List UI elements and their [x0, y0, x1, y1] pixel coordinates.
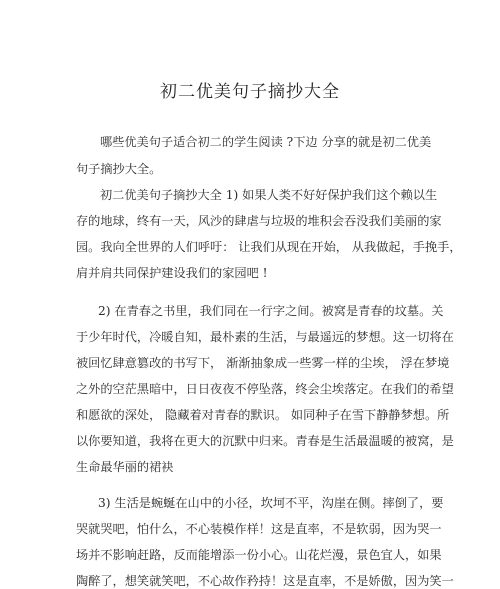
text-line: 3) 生活是蜿蜒在山中的小径，坎坷不平，沟崖在侧。摔倒了，要 [98, 496, 444, 510]
text-line: 被回忆肆意篡改的书写下， 渐渐抽象成一些雾一样的尘埃， 浮在梦境 [76, 356, 450, 370]
text-line: 存的地球，终有一天，风沙的肆虐与垃圾的堆积会吞没我们美丽的家 [76, 214, 442, 228]
text-line: 生命最华丽的裙袂 [76, 460, 174, 474]
text-line: 以你要知道，我将在更大的沉默中归来。青春是生活最温暖的被窝，是 [76, 434, 454, 448]
text-line: 陶醉了，想笑就笑吧，不心故作矜持！这是直率，不是娇傲，因为笑一 [76, 574, 454, 588]
text-line: 初二优美句子摘抄大全 1) 如果人类不好好保护我们这个赖以生 [100, 188, 438, 202]
text-line: 之外的空茫黑暗中，日日夜夜不停坠落，终会尘埃落定。在我们的希望 [76, 382, 454, 396]
text-line: 2) 在青春之书里，我们同在一行字之间。被窝是青春的坟墓。关 [98, 304, 444, 318]
document-title: 初二优美句子摘抄大全 [160, 82, 340, 102]
text-line: 哭就哭吧，怕什么，不心装模作样！这是直率，不是软弱，因为哭一 [76, 522, 442, 536]
text-line: 于少年时代，冷暖自知，最朴素的生活，与最遥远的梦想。这一切将在 [76, 330, 454, 344]
text-line: 园。我向全世界的人们呼吁： 让我们从现在开始， 从我做起，手挽手， [76, 240, 462, 254]
text-line: 和愿欲的深处， 隐藏着对青春的默识。 如同种子在雪下静静梦想。所 [76, 408, 450, 422]
text-line: 场并不影响赶路，反而能增添一份小心。山花烂漫，景色宜人，如果 [76, 548, 442, 562]
text-line: 肩并肩共同保护建设我们的家园吧 ! [76, 266, 268, 280]
text-line: 哪些优美句子适合初二的学生阅读 ?下边 分享的就是初二优美 [100, 135, 432, 149]
text-line: 句子摘抄大全。 [76, 162, 162, 176]
